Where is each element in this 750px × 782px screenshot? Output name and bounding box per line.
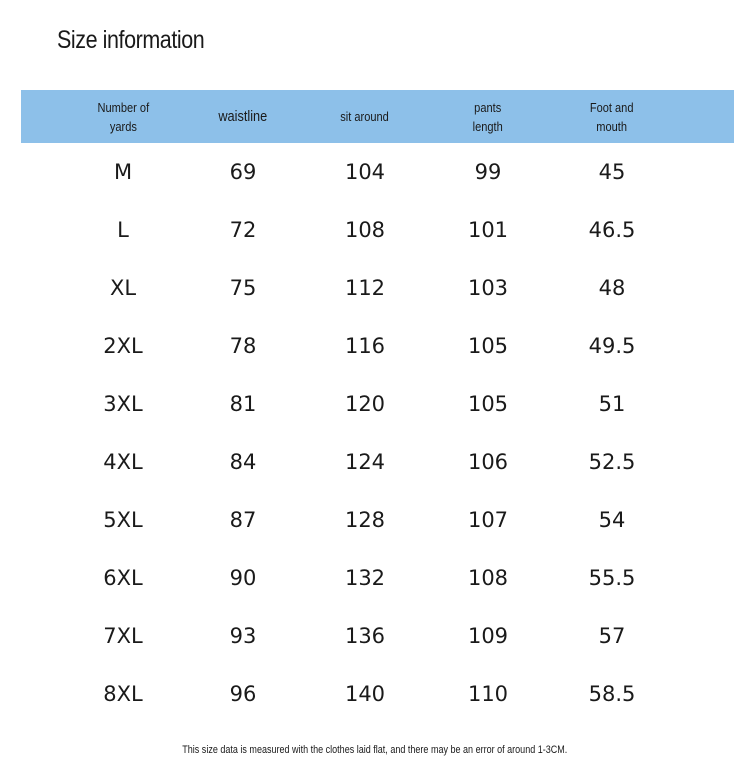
cell-foot-and-mouth: 52.5	[588, 450, 636, 474]
cell-size: XL	[109, 276, 137, 300]
cell-sit-around: 104	[344, 160, 386, 184]
cell-foot-and-mouth: 48	[598, 276, 626, 300]
cell-pants-length: 108	[467, 566, 509, 590]
cell-sit-around: 120	[344, 392, 386, 416]
table-row	[21, 549, 734, 607]
table-row	[21, 665, 734, 723]
cell-foot-and-mouth: 51	[598, 392, 626, 416]
table-row	[21, 491, 734, 549]
header-pants-length: pants length	[472, 99, 504, 134]
cell-size: 4XL	[103, 450, 143, 474]
header-foot-and-mouth: Foot and mouth	[590, 99, 634, 134]
cell-size: 3XL	[103, 392, 143, 416]
cell-sit-around: 132	[344, 566, 386, 590]
cell-pants-length: 109	[467, 624, 509, 648]
cell-pants-length: 110	[467, 682, 509, 706]
cell-sit-around: 128	[344, 508, 386, 532]
footnote: This size data is measured with the clothes laid flat, and there may be an error of around 1-3CM.	[182, 744, 568, 756]
table-row	[21, 317, 734, 375]
cell-foot-and-mouth: 57	[598, 624, 626, 648]
cell-foot-and-mouth: 45	[598, 160, 626, 184]
cell-foot-and-mouth: 49.5	[588, 334, 636, 358]
cell-foot-and-mouth: 54	[598, 508, 626, 532]
cell-size: 6XL	[103, 566, 143, 590]
cell-waistline: 90	[229, 566, 257, 590]
cell-pants-length: 105	[467, 392, 509, 416]
table-row	[21, 259, 734, 317]
cell-sit-around: 124	[344, 450, 386, 474]
cell-size: 2XL	[103, 334, 143, 358]
cell-foot-and-mouth: 58.5	[588, 682, 636, 706]
cell-sit-around: 116	[344, 334, 386, 358]
cell-waistline: 81	[229, 392, 257, 416]
table-header	[21, 90, 734, 143]
cell-pants-length: 106	[467, 450, 509, 474]
cell-size: M	[113, 160, 133, 184]
table-row	[21, 607, 734, 665]
header-number-of-yards: Number of yards	[97, 99, 149, 134]
cell-size: L	[117, 218, 129, 242]
cell-size: 8XL	[103, 682, 143, 706]
cell-sit-around: 136	[344, 624, 386, 648]
cell-sit-around: 108	[344, 218, 386, 242]
cell-waistline: 96	[229, 682, 257, 706]
table-row	[21, 201, 734, 259]
cell-waistline: 72	[229, 218, 257, 242]
page-title: Size information	[57, 26, 205, 54]
cell-sit-around: 112	[344, 276, 386, 300]
cell-pants-length: 101	[467, 218, 509, 242]
cell-pants-length: 103	[467, 276, 509, 300]
table-row	[21, 433, 734, 491]
cell-waistline: 75	[229, 276, 257, 300]
table-row	[21, 375, 734, 433]
cell-size: 5XL	[103, 508, 143, 532]
cell-waistline: 84	[229, 450, 257, 474]
size-table	[21, 90, 734, 723]
header-waistline: waistline	[218, 108, 268, 125]
cell-pants-length: 105	[467, 334, 509, 358]
cell-waistline: 69	[229, 160, 257, 184]
cell-sit-around: 140	[344, 682, 386, 706]
header-sit-around: sit around	[340, 109, 390, 124]
cell-waistline: 78	[229, 334, 257, 358]
table-row	[21, 143, 734, 201]
cell-foot-and-mouth: 46.5	[588, 218, 636, 242]
cell-pants-length: 107	[467, 508, 509, 532]
cell-waistline: 87	[229, 508, 257, 532]
cell-size: 7XL	[103, 624, 143, 648]
table-body	[21, 143, 734, 723]
cell-waistline: 93	[229, 624, 257, 648]
cell-pants-length: 99	[474, 160, 502, 184]
cell-foot-and-mouth: 55.5	[588, 566, 636, 590]
